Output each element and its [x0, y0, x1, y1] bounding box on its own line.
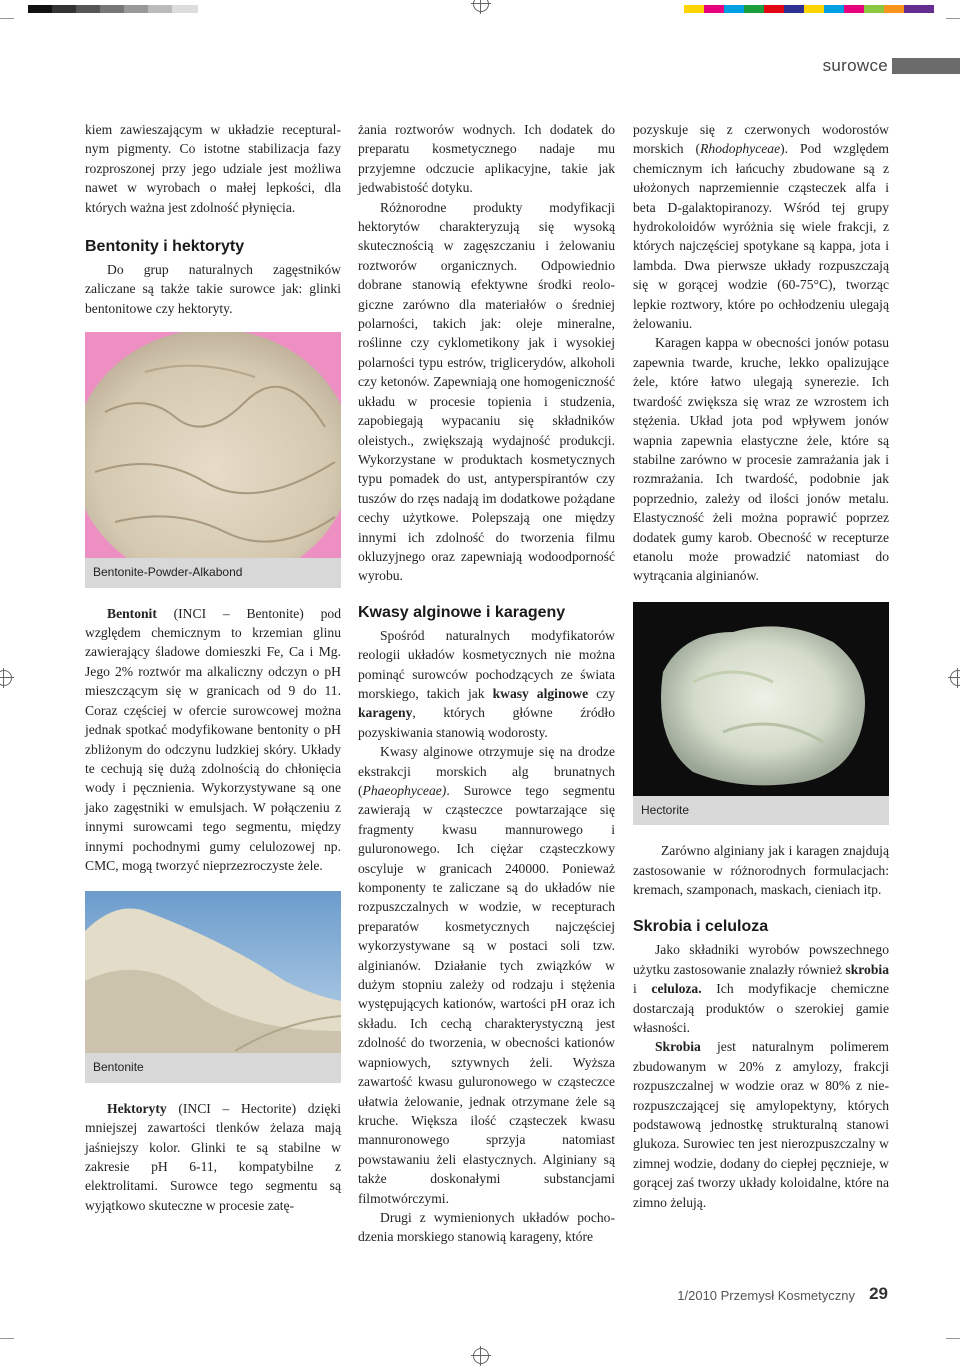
- crop-mark: [0, 18, 14, 19]
- column-2: [358, 120, 615, 1247]
- paragraph: [358, 742, 615, 1208]
- paragraph-text: , których główne źródło pozyskiwania stanowią wodorosty.: [358, 705, 615, 740]
- issue-text: 1/2010 Przemysł Kosmetyczny: [677, 1288, 855, 1303]
- registration-mark-left: [0, 670, 12, 686]
- paragraph: [633, 1037, 889, 1212]
- column-3: [633, 120, 889, 1212]
- paragraph-text: czy: [588, 685, 616, 701]
- paragraph-text: Ich modyfikacje chemiczne dostarczają produktów o szerokiej gamie własności.: [633, 981, 889, 1035]
- issue-label: [677, 1288, 855, 1303]
- term-bentonit: Bentonit: [107, 605, 157, 621]
- color-swatch-bar: [684, 0, 934, 8]
- paragraph: Różnorodne produkty modyfikacji hektorytów charakteryzują się wysoką skutecznością w zagęszczaniu i żelowaniu roztworów organicznych. Odpowiednio dobrane stanowią efektywne środki reologiczne zarówno dla materiałów o średniej polarności, takich jak: oleje mineralne, roślinne czy cyklometikony jak i wysokiej polarności typu estrów, triglicerydów, alkoholi czy ketonów. Zapewniają one homogeniczność układu w procesie topienia i studzenia, zapobiegają wypacaniu się składników oleistych., zwiększają wydajność produkcji. Wykorzystane w produktach kosmetycznych typu pomadek do ust, antyperspirantów czy tuszów do rzęs nadają im dodatkowe pożądane cechy użytkowe. Polepszają one między innymi ich zdolność do tworzenia filmu okluzyjnego oraz zapewniają wodoodporność wyrobu.: [358, 199, 615, 584]
- powder-pile-image: [85, 332, 341, 558]
- bentonite-heap-photo: [85, 891, 341, 1053]
- crop-mark: [946, 1338, 960, 1339]
- heading-kwasy-alginowe: Kwasy alginowe i karageny: [358, 603, 566, 621]
- paragraph: [633, 940, 889, 1037]
- term-hektoryty: Hektoryty: [107, 1100, 167, 1116]
- term-karageny: karageny: [358, 705, 413, 721]
- latin-term: Rhodophyceae: [700, 141, 781, 157]
- paragraph-text: Jako składniki wyrobów powszechnego użytku zastosowanie znalazły również: [633, 942, 889, 977]
- paragraph-text: ). Pod względem chemicznym ich łańcuchy zbudowane są z ułożonych naprzemiennie cząsteczek alfa i beta D-galaktopiranozy. Wśród tej grupy hydrokoloidów wyróżnia się wiele frakcji, z których najczęściej spotykane są kappa, jota i lambda. Dwa pierwsze układy rozpuszczają się w gorącej wodzie (60-75°C), tworząc lepkie roztwory, które po ochłodzeniu ulegają żelowaniu.: [633, 141, 889, 332]
- photo-caption: Bentonite: [85, 1053, 341, 1082]
- crop-mark: [946, 18, 960, 19]
- hectorite-photo: [633, 602, 889, 796]
- paragraph: [85, 604, 341, 876]
- paragraph: [85, 1099, 341, 1215]
- paragraph-text: i: [633, 981, 652, 997]
- term-kwasy-alginowe: kwasy alginowe: [492, 685, 589, 701]
- term-skrobia: Skrobia: [655, 1039, 701, 1055]
- paragraph: Drugi z wymienionych układów pochodzenia morskiego stanowią karageny, które: [358, 1209, 615, 1245]
- paragraph: żania roztworów wodnych. Ich dodatek do preparatu kosmetycznego nadaje mu przyjemne odczucie aplikacyjne, takie jak jedwabistość dotyku.: [358, 122, 615, 196]
- paragraph: Do grup naturalnych zagęstników zaliczane są także takie surowce jak: glinki bentonitowe czy hektoryty.: [85, 262, 341, 316]
- term-celuloza: celuloza.: [651, 981, 702, 997]
- bentonite-heap-image: [85, 891, 341, 1053]
- heading-skrobia: Skrobia i celuloza: [633, 918, 769, 936]
- grayscale-swatches: [28, 5, 198, 13]
- paragraph: Karagen kappa w obecności jonów potasu zapewnia twarde, kruche, lekko opalizujące żele, które łatwo ulegają synerezie. Ich twardość zwiększa się wraz ze wzrostem ich stężenia. Układ jota pod wpływem jonów wapnia zapewnia elastyczne żele, które są stabilne zarówno w procesie zamrażania jak i rozmrażania. Ich twardość, podobnie jak poprzednio, zależy od ilości jonów metalu. Elastyczność żeli można poprawić poprzez dodatek gumy karob. Obecność w recepturze etanolu może prowadzić natomiast do wytrącania alginianów.: [633, 335, 889, 584]
- photo-caption: Hectorite: [633, 796, 889, 825]
- column-1: [85, 120, 341, 1215]
- photo-caption: Bentonite-Powder-Alkabond: [85, 558, 341, 587]
- paragraph-text: Spośród naturalnych modyfikatorów reologii układów kosmetycznych nie można pominąć surowców pochodzących ze świata morskiego, takich jak: [358, 627, 615, 701]
- bentonite-powder-photo: [85, 332, 341, 558]
- paragraph-text: (INCI – Bentonite) pod względem chemicznym to krzemian glinu zawierający śladowe domieszki Fe, Ca i Mg. Jego 2% roztwór ma alkaliczny odczyn o pH mieszczącym się w granicach od 9 do 11. Coraz częściej w ofercie surowcowej można jednak spotkać modyfikowane bentonity o pH zbliżonym do odczynu ludzkiej skóry. Układy te cechują się dużą zdolnością do chłonięcia wody i pęcznienia. Wykorzystywane są one jako zagęstniki w emulsjach. W połączeniu z innymi surowcami tego segmentu, między innymi pochodnymi gumy celulozowej np. CMC, mogą tworzyć nieprzezroczyste żele.: [85, 605, 341, 873]
- paragraph-text: . Surowce tego segmentu zawierają w cząsteczce powtarzające się fragmenty kwasu mannurowego i guluronowego. Ich ciężar cząsteczkowy oscyluje w granicach 240000. Ponieważ komponenty te zaliczane są do układów nie rozpuszczalnych w wodzie, w recepturach preparatów kosmetycznych najczęściej wykorzystywane są w postaci soli tzw. alginianów. Działanie tych związków w dużym stopniu zależy od rodzaju i stężenia występujących kationów, wartości pH oraz ich składu. Ich cechą charakterystyczną jest zdolność do tworzenia, w obecności kationów wapniowych, sztywnych żeli. Wyższa zawartość kwasu guluronowego w cząsteczce ułatwia żelowanie, jednak otrzymane żele są kruche. Większa ilość cząsteczek kwasu mannuronowego sprzyja natomiast powstawaniu żeli elastycznych. Alginiany są także doskonałymi substancjami filmotwórczymi.: [358, 783, 615, 1206]
- paragraph-text: Kwasy alginowe otrzymuje się na drodze ekstrakcji morskich alg brunatnych (: [358, 744, 615, 798]
- paragraph-text: (INCI – Hectorite) dzięki mniejszej zawartości tlenków żelaza mają jaśniejszy kolor. Glinki te są stabilne w zakresie pH 6-11, kompatybilne z elektrolitami. Surowce tego segmentu są wyjątkowo skuteczne w procesie zatę-: [85, 1100, 341, 1213]
- paragraph: kiem zawieszającym w układzie recepturalnym pigmenty. Co istotne stabilizacja fazy rozproszonej przy jego udziale jest możliwa nawet w wyrobach o małej lepkości, dla których ważna jest zdolność płynięcia.: [85, 122, 341, 215]
- section-bar: [892, 58, 960, 74]
- color-swatches: [684, 5, 934, 13]
- paragraph: [358, 626, 615, 742]
- term-skrobia: skrobia: [845, 961, 889, 977]
- section-label: surowce: [822, 56, 888, 75]
- heading-bentonity: Bentonity i hektoryty: [85, 238, 245, 256]
- paragraph: [633, 120, 889, 333]
- grayscale-swatch-bar: [28, 0, 198, 8]
- registration-mark-right: [950, 670, 960, 686]
- paragraph: Zarówno alginiany jak i karagen znajdują zastosowanie w różnorodnych formulacjach: kremach, szamponach, maskach, cieniach itp.: [633, 843, 889, 897]
- page-number: 29: [869, 1284, 888, 1303]
- registration-mark-bottom: [473, 1348, 489, 1364]
- crop-mark: [0, 1338, 14, 1339]
- hectorite-rock-image: [633, 602, 889, 796]
- registration-mark-top: [473, 0, 489, 12]
- paragraph-text: jest naturalnym polimerem zbudowanym w 20% z amylozy, frakcji rozpuszczalnej w wodzie oraz w 80% z nierozpuszczającej się amylopektyny, których podstawową jednostkę strukturalną stanowi glukoza. Surowiec ten jest nierozpuszczalny w zimnej wodzie, dodany do ciepłej pęcznieje, w gorącej zaś tworzy układy koloidalne, które na zimno żelują.: [633, 1039, 889, 1210]
- paragraph-text: pozyskuje się z czerwonych wodorostów morskich (: [633, 122, 889, 157]
- latin-term: Phaeophyceae): [362, 783, 447, 798]
